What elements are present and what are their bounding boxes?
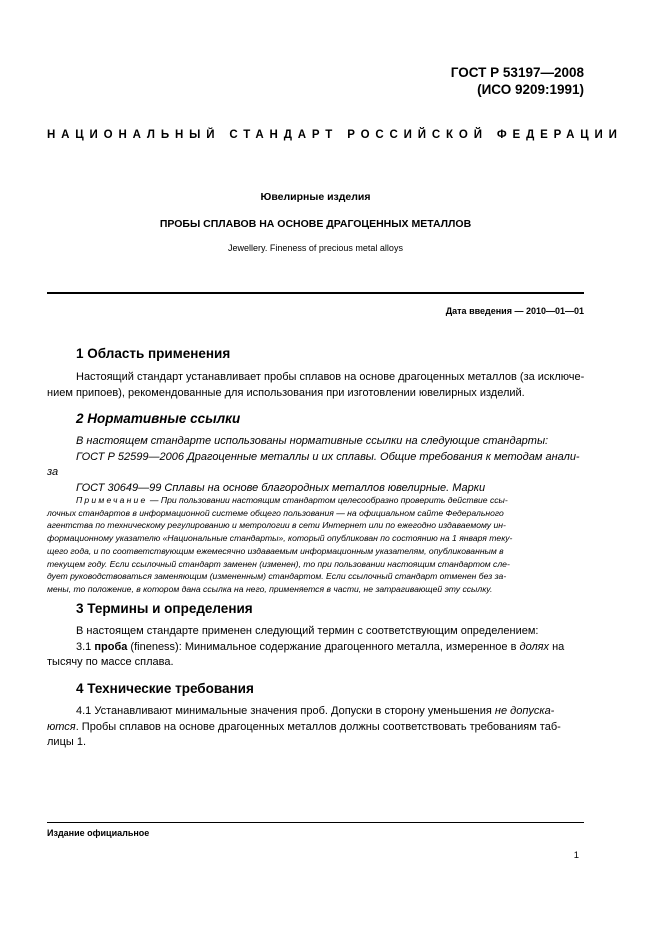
national-standard-banner: НАЦИОНАЛЬНЫЙ СТАНДАРТ РОССИЙСКОЙ ФЕДЕРАЦИИ <box>47 129 623 141</box>
iso-number: (ИСО 9209:1991) <box>477 82 584 97</box>
reference-gost-30649: ГОСТ 30649—99 Сплавы на основе благородных металлов ювелирные. Марки <box>76 481 486 494</box>
footer-divider <box>47 822 584 823</box>
term-definition-cont: тысячу по массе сплава. <box>47 656 174 669</box>
title-main: ПРОБЫ СПЛАВОВ НА ОСНОВЕ ДРАГОЦЕННЫХ МЕТАЛЛОВ <box>159 218 472 230</box>
reference-gost-52599: ГОСТ Р 52599—2006 Драгоценные металлы и их сплавы. Общие требования к методам анали- <box>76 450 580 463</box>
note-line: агентства по техническому регулированию и метрологии в сети Интернет или по ежегодно издаваемому ин- <box>47 520 506 531</box>
title-category: Ювелирные изделия <box>260 191 371 203</box>
requirement-line: 4.1 Устанавливают минимальные значения проб. Допуски в сторону уменьшения не допуска- <box>76 705 555 717</box>
note-line: формационному указателю «Национальные стандарты», который опубликован по состоянию на 1 января теку- <box>47 533 513 544</box>
page-number: 1 <box>573 850 579 861</box>
section-4-heading: 4 Технические требования <box>76 681 254 696</box>
note-line: Примечание — При пользовании настоящим стандартом целесообразно проверить действие ссы- <box>76 495 508 505</box>
title-divider <box>47 292 584 294</box>
requirement-line: лицы 1. <box>47 736 86 749</box>
introduction-date: Дата введения — 2010—01—01 <box>445 306 584 316</box>
section-4-text <box>47 704 584 751</box>
section-2-references <box>47 434 584 496</box>
section-3-text <box>47 624 584 671</box>
note-line: дует руководствоваться заменяющим (измененным) стандартом. Если ссылочный стандарт отменен без за- <box>47 571 507 582</box>
term-definition: 3.1 проба (fineness): Минимальное содержание драгоценного металла, измеренное в долях на <box>76 640 565 653</box>
section-2-note <box>47 494 584 596</box>
term-name: проба <box>94 640 128 653</box>
gost-number: ГОСТ Р 53197—2008 <box>450 65 584 80</box>
title-english: Jewellery. Fineness of precious metal alloys <box>228 243 403 253</box>
references-intro: В настоящем стандарте использованы нормативные ссылки на следующие стандарты: <box>76 435 549 447</box>
official-edition-label: Издание официальное <box>47 828 150 838</box>
note-label: Примечание <box>76 495 148 505</box>
note-line: текущем году. Если ссылочный стандарт заменен (изменен), то при пользовании настоящим стандартом сле- <box>47 558 510 569</box>
gost-number-block <box>451 64 584 98</box>
section-1-text-line: нием припоев), рекомендованные для использования при изготовлении ювелирных изделий. <box>47 386 525 399</box>
note-line: мены, то положение, в котором дана ссылка на него, применяется в части, не затрагивающей эту ссылку. <box>47 583 493 594</box>
note-line: лочных стандартов в информационной системе общего пользования — на официальном сайте Федерального <box>47 507 504 518</box>
section-1-text-line: Настоящий стандарт устанавливает пробы сплавов на основе драгоценных металлов (за исключе- <box>76 371 585 383</box>
section-1-text <box>47 370 584 401</box>
requirement-line: ются. Пробы сплавов на основе драгоценных металлов должны соответствовать требованиям таб- <box>47 720 561 733</box>
section-2-heading: 2 Нормативные ссылки <box>76 411 241 426</box>
reference-gost-52599-cont: за <box>47 466 59 479</box>
section-3-heading: 3 Термины и определения <box>76 601 253 616</box>
section-1-heading: 1 Область применения <box>76 346 231 361</box>
terms-intro: В настоящем стандарте применен следующий термин с соответствующим определением: <box>76 625 539 637</box>
note-line: щего года, и по соответствующим ежемесячно издаваемым информационным указателям, опубликованным в <box>47 545 504 556</box>
